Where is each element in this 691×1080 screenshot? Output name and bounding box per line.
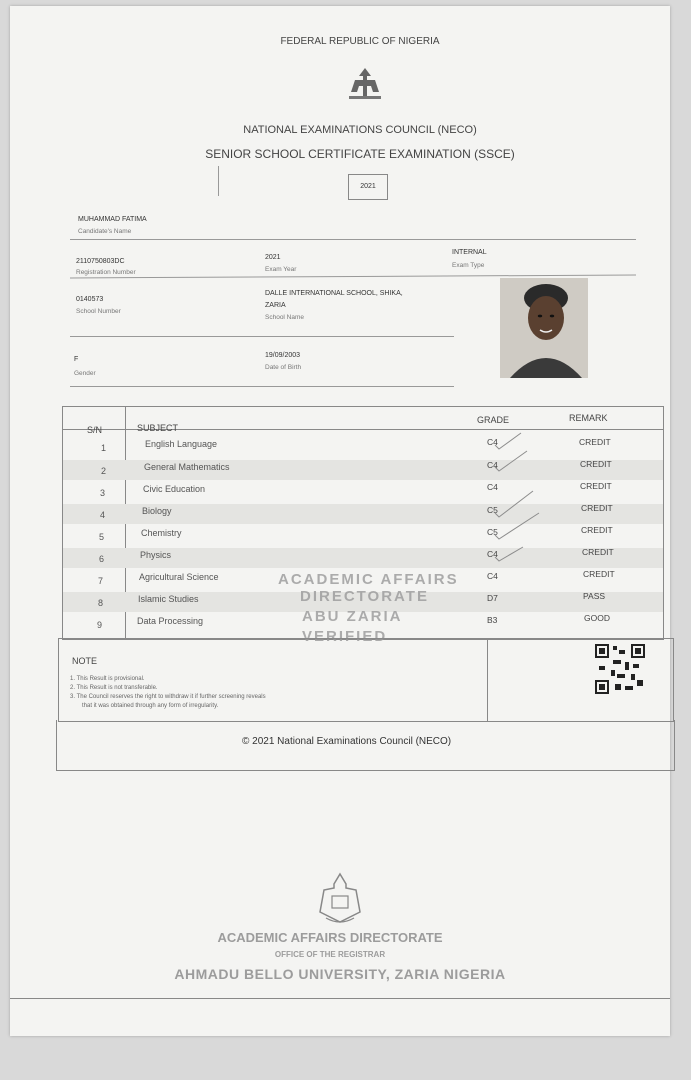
school-name-line1: DALLE INTERNATIONAL SCHOOL, SHIKA, <box>265 290 403 297</box>
exam-year-label: Exam Year <box>265 266 297 273</box>
row-subject: English Language <box>145 439 218 449</box>
row-grade: C5 <box>487 505 498 515</box>
note-title: NOTE <box>72 656 98 666</box>
row-subject: Physics <box>140 550 172 560</box>
note-item-2: 2. This Result is not transferable. <box>70 685 158 691</box>
note-item-4: that it was obtained through any form of irregularity. <box>82 703 219 709</box>
candidate-photo <box>500 278 588 378</box>
exam-year-box: 2021 <box>348 174 388 200</box>
abu-office: OFFICE OF THE REGISTRAR <box>274 950 386 959</box>
row-remark: GOOD <box>584 613 610 623</box>
exam-year-value: 2021 <box>265 254 281 261</box>
dob-value: 19/09/2003 <box>265 352 301 359</box>
row-remark: CREDIT <box>581 525 613 535</box>
school-number: 0140573 <box>76 296 104 303</box>
abu-directorate: ACADEMIC AFFAIRS DIRECTORATE <box>217 930 443 945</box>
grade-tick-marks <box>493 427 583 567</box>
exam-type-value: INTERNAL <box>452 249 487 256</box>
note-item-3: 3. The Council reserves the right to withdraw it if further screening reveals <box>70 694 266 700</box>
stamp-line3: ABU ZARIA <box>302 608 403 625</box>
row-sn: 3 <box>100 488 106 498</box>
qr-code-icon <box>595 644 645 694</box>
row-grade: C5 <box>487 527 498 537</box>
col-sn: S/N <box>87 425 103 435</box>
candidate-name: MUHAMMAD FATIMA <box>78 216 147 223</box>
exam-type-label: Exam Type <box>452 262 485 269</box>
row-subject: General Mathematics <box>144 462 230 472</box>
school-number-label: School Number <box>76 308 121 315</box>
note-box <box>58 638 674 722</box>
abu-crest-icon <box>316 872 364 928</box>
dob-label: Date of Birth <box>265 364 302 371</box>
row-grade: C4 <box>487 482 498 492</box>
row-sn: 8 <box>98 598 104 608</box>
row-sn: 2 <box>101 466 107 476</box>
gender-value: F <box>74 356 79 363</box>
row-sn: 1 <box>101 443 107 453</box>
row-grade: C4 <box>487 437 498 447</box>
row-grade: C4 <box>487 549 498 559</box>
row-remark: CREDIT <box>581 503 613 513</box>
row-remark: PASS <box>583 591 606 601</box>
row-sn: 6 <box>99 554 105 564</box>
col-remark: REMARK <box>569 413 608 423</box>
row-grade: C4 <box>487 571 498 581</box>
row-grade: B3 <box>487 615 498 625</box>
col-subject: SUBJECT <box>137 423 179 433</box>
row-remark: CREDIT <box>583 569 615 579</box>
abu-university: AHMADU BELLO UNIVERSITY, ZARIA NIGERIA <box>174 966 506 982</box>
row-subject: Civic Education <box>143 484 206 494</box>
stamp-line1: ACADEMIC AFFAIRS <box>278 571 459 588</box>
row-grade: D7 <box>487 593 498 603</box>
row-subject: Data Processing <box>137 616 204 626</box>
result-sheet <box>10 6 670 1036</box>
exam-title: SENIOR SCHOOL CERTIFICATE EXAMINATION (SSCE) <box>205 147 515 161</box>
neco-crest-icon <box>345 66 385 102</box>
note-item-1: 1. This Result is provisional. <box>70 676 145 682</box>
registration-number-label: Registration Number <box>76 269 136 276</box>
school-name-label: School Name <box>265 314 305 321</box>
school-name-line2: ZARIA <box>265 302 286 309</box>
row-remark: CREDIT <box>582 547 614 557</box>
registration-number: 2110750803DC <box>76 258 125 265</box>
row-sn: 4 <box>100 510 106 520</box>
candidate-name-label: Candidate's Name <box>78 228 132 235</box>
row-remark: CREDIT <box>579 437 611 447</box>
row-subject: Agricultural Science <box>139 572 219 582</box>
row-subject: Biology <box>142 506 172 516</box>
row-remark: CREDIT <box>580 459 612 469</box>
gender-label: Gender <box>74 370 96 377</box>
row-sn: 7 <box>98 576 104 586</box>
row-sn: 9 <box>97 620 103 630</box>
copyright-text: © 2021 National Examinations Council (NECO) <box>242 736 452 747</box>
row-remark: CREDIT <box>580 481 612 491</box>
row-subject: Islamic Studies <box>138 594 199 604</box>
council-title: NATIONAL EXAMINATIONS COUNCIL (NECO) <box>243 124 477 136</box>
country-title: FEDERAL REPUBLIC OF NIGERIA <box>280 36 440 47</box>
col-grade: GRADE <box>477 415 510 425</box>
row-grade: C4 <box>487 460 498 470</box>
stamp-line2: DIRECTORATE <box>300 588 429 605</box>
stamp-line4: VERIFIED <box>302 628 388 645</box>
row-sn: 5 <box>99 532 105 542</box>
row-subject: Chemistry <box>141 528 182 538</box>
